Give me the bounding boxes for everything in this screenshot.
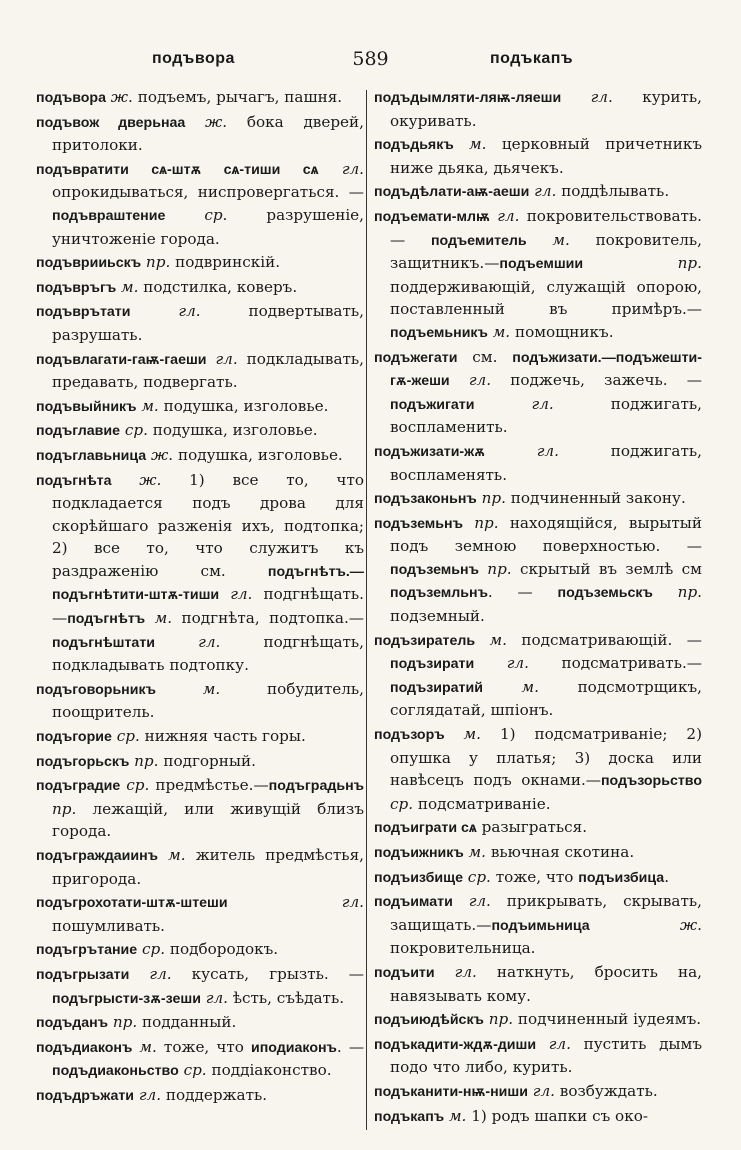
grammar-label: пр. [483,1010,518,1029]
dictionary-entry [374,841,702,865]
grammar-label: гл. [318,159,364,178]
dictionary-entry [374,205,702,345]
headword: подъиюдѣйскъ [374,1012,484,1029]
headword: подъгрохотати-штѫ-штеши [36,895,228,912]
headword: подъдьякъ [374,137,454,154]
definition-text: подгорный. [163,751,256,770]
dictionary-entry [36,276,364,300]
grammar-label: пр. [478,559,521,578]
grammar-label: ср. [111,727,145,746]
headword: подъвлагати-гаѭ-гаеши [36,351,207,368]
definition-text: церковный причетникъ ниже дьяка, дьячекъ. [390,135,702,177]
definition-text: покровительствовать. — [390,206,702,249]
headword: подъжегати [374,349,458,366]
grammar-label: пр. [476,489,511,508]
dictionary-entry [36,891,364,937]
grammar-label: ж. [589,915,702,934]
headword: подъврътати [36,304,131,321]
page-number: 589 [352,48,389,70]
definition-text: подданный. [142,1013,237,1032]
definition-text: 1) подсматриваніе; 2) опушка у платья; 3) доска или навѣсецъ подъ окнами.— [390,725,702,790]
definition-text: подушка, изголовье. [163,396,329,415]
headword: подъземьнъ [374,515,463,532]
definition-text: см. [457,347,513,366]
definition-text: скрытый въ землѣ см [520,559,702,578]
headword: подъдымляти-ляѭ-ляеши [374,90,562,106]
definition-text: подкладывать, предавать, подвергать. [52,349,364,392]
definition-text: подстилка, коверъ. [143,277,298,296]
definition-text: . [664,867,670,886]
dictionary-entry [374,487,702,511]
headword: подъврииьскъ [36,255,142,272]
dictionary-entry [36,938,364,962]
definition-text: житель предмѣстья, пригорода. [52,846,364,888]
definition-text: побудитель, поощритель. [52,679,364,722]
headword: подъгрысти-зѫ-зеши [52,990,201,1007]
headword: подъземьскъ [557,585,653,602]
headword: подъкапъ [374,1108,445,1125]
dictionary-entry [374,180,702,204]
dictionary-entry [374,512,702,628]
headword: подъити [374,964,435,981]
dictionary-entry [374,346,702,439]
definition-text: подземный. [390,607,485,626]
grammar-label: ср. [390,794,418,813]
dictionary-entry [374,961,702,1007]
definition-text: покровительница. [390,939,536,958]
grammar-label: м. [487,322,515,341]
definition-text: подъемъ, рычагъ, пашня. [137,88,343,106]
grammar-label: гл. [474,654,562,673]
definition-text: подсмотрщикъ, соглядатай, шпіонъ. [390,677,702,720]
headword: подъгорьскъ [36,753,130,770]
column-divider [366,90,367,1130]
headword: подъемитель [430,232,527,249]
definition-text: подушка, изголовье. [177,445,343,464]
definition-text: подушка, изголовье. [152,421,318,440]
dictionary-entry [36,1011,364,1035]
definition-text: возбуждать. [559,1081,658,1100]
definition-text: курить, окуривать. [390,88,702,130]
definition-text: поддіаконство. [211,1061,332,1080]
dictionary-entry [36,725,364,749]
definition-text: подгнѣщать.— [52,585,364,628]
headword: подъземьнъ [390,561,479,578]
definition-text: наткнуть, бросить на, навязывать кому. [390,962,702,1005]
headword: подъвратити сѧ-штѫ сѧ-тиши сѧ [36,161,319,178]
headword: подъглавьница [36,447,147,464]
headword: подъиграти сѧ [374,820,477,837]
dictionary-entry [374,86,702,132]
headword: подъемати-млѭ [374,208,490,225]
grammar-label: м. [453,135,502,154]
grammar-label: пр. [108,1013,143,1032]
definition-text: поджечь, зажечь. — [510,371,702,390]
headword: подъдръжати [36,1087,135,1104]
headword: подъземльнъ [390,585,488,602]
grammar-label: м. [158,846,196,864]
headword: подъжизати-жѫ [374,443,485,460]
headword: подъзорьство [600,773,702,790]
left-column [36,86,364,1136]
headword: подъвыйникъ [36,398,137,415]
dictionary-entry [374,1008,702,1032]
page-header [0,44,741,78]
dictionary-entry [36,111,364,157]
grammar-label: гл. [155,632,264,651]
dictionary-entry [374,1080,702,1104]
dictionary-entry [36,158,364,250]
definition-text: лежащій, или живущій близъ города. [52,799,364,841]
headword: подъжигати [390,396,475,413]
headword: подъканити-нѭ-ниши [374,1083,528,1100]
headword: подъвраштение [52,207,166,224]
grammar-label: пр. [462,513,510,532]
definition-text: 1) родъ шапки съ око- [471,1106,648,1125]
dictionary-entry [374,1033,702,1079]
headword: подъвора [36,90,106,106]
dictionary-entry [374,629,702,722]
grammar-label: ж. [185,112,247,131]
definition-text: ѣсть, съѣдать. [232,988,345,1007]
grammar-label: гл. [206,349,247,368]
definition-text: . — [487,583,558,602]
grammar-label: м. [145,609,182,628]
grammar-label: м. [116,277,144,296]
dictionary-entry [36,86,364,110]
dictionary-entry [36,348,364,394]
definition-text: поддѣлывать. [561,182,670,201]
headword: подъградие [36,778,121,795]
grammar-label: гл. [129,964,192,983]
headword: подъгрызати [36,966,130,983]
headword: подъдѣлати-аѭ-аеши [374,184,530,201]
definition-text: подгнѣщать, подкладывать подтопку. [52,632,364,675]
grammar-label: м. [475,630,522,649]
headword: подъграждаиинъ [36,848,158,864]
dictionary-entry [36,678,364,724]
definition-text: подчиненный закону. [510,489,686,508]
definition-text: опрокидываться, ниспровергаться. — [52,183,364,202]
grammar-label: ср. [120,421,153,440]
headword: подъизбица [578,869,665,886]
headword: подъзаконьнъ [374,491,477,508]
dictionary-entry [36,444,364,468]
grammar-label: пр. [652,583,702,602]
dictionary-entry [374,816,702,840]
grammar-label: гл. [434,962,497,981]
definition-text: подгнѣта, подтопка.— [181,609,364,628]
grammar-label: гл. [527,1081,560,1100]
headword: подъгнѣтъ [67,611,146,628]
grammar-label: м. [132,1037,164,1056]
grammar-label: гл. [452,892,507,911]
grammar-label: м. [526,230,596,249]
headword: подъкадити-ждѫ-диши [374,1036,537,1053]
headword: подъвож дверьнаа [36,114,186,131]
grammar-label: гл. [227,893,364,912]
headword: подъемьникъ [390,324,488,341]
headword: подъгнѣта [36,472,112,489]
grammar-label: м. [444,725,500,744]
grammar-label: пр. [52,799,93,818]
definition-text: бока дверей, притолоки. [52,112,364,155]
definition-text: нижняя часть горы. [144,727,306,746]
dictionary-entry [36,963,364,1010]
definition-text: находящійся, вырытый подъ земною поверхностью. — [390,513,702,556]
grammar-label: ср. [120,776,156,795]
definition-text: покровитель, защитникъ.— [390,230,702,273]
grammar-label: гл. [474,394,611,413]
headword: иподиаконъ [251,1039,337,1056]
headword: подъградьнъ [268,778,364,795]
headword: подъзиратель [374,632,476,649]
guide-word-left: подъвора [152,50,235,67]
grammar-label: гл. [219,585,264,604]
definition-text: разыграться. [476,818,588,837]
grammar-label: пр. [141,253,176,272]
headword: подъглавие [36,423,121,440]
grammar-label: ж. [111,470,190,489]
dictionary-entry [36,395,364,419]
definition-text: подчиненный іудеямъ. [517,1010,702,1029]
definition-text: пошумливать. [52,916,166,935]
grammar-label: гл. [200,988,233,1007]
definition-text: разрушеніе, уничтоженіе города. [52,205,364,248]
definition-text: прикрывать, скрывать, защищать.— [390,892,702,934]
definition-text: тоже, что [495,867,579,886]
definition-text: поддержать. [165,1085,268,1104]
dictionary-entry [36,251,364,275]
headword: подъзирати [390,656,475,673]
dictionary-entry [36,300,364,346]
definition-text: подвринскій. [175,253,281,272]
headword: подъижникъ [374,845,464,861]
dictionary-entry [374,890,702,960]
headword: подъвръгъ [36,279,117,296]
dictionary-entry [374,1105,702,1129]
grammar-label: ср. [137,940,170,959]
grammar-label: ж. [146,445,178,464]
headword: подъимати [374,894,453,911]
grammar-label: ср. [462,867,496,886]
definition-text: подсматривающій. — [521,630,702,649]
definition-text: помощникъ. [514,322,614,341]
dictionary-entry [36,1084,364,1108]
definition-text: вьючная скотина. [490,843,635,861]
grammar-label: гл. [449,371,511,390]
headword: подъданъ [36,1015,109,1032]
headword: подъгорие [36,729,112,746]
dictionary-entry [36,844,364,890]
dictionary-entry [36,469,364,677]
grammar-label: м. [463,843,491,861]
grammar-label: м. [482,677,578,696]
definition-text: подсматриваніе. [417,794,551,813]
headword: подъемшии [499,256,584,273]
grammar-label: гл. [484,441,611,460]
dictionary-entry [36,774,364,843]
grammar-label: гл. [130,302,249,321]
dictionary-entry [374,133,702,179]
headword: подъгнѣтъ.—подъгнѣтити-штѫ-тиши [52,563,364,604]
grammar-label: гл. [529,182,562,201]
headword: подъдиаконъ [36,1039,133,1056]
headword: подъгрътание [36,942,138,959]
grammar-label: м. [136,396,164,415]
definition-text: подбородокъ. [169,940,279,959]
right-column [374,86,702,1136]
grammar-label: ж. [105,88,138,106]
guide-word-right: подъкапъ [490,50,574,67]
headword: подъжизати.—подъжешти-гѫ-жеши [390,349,702,390]
headword: подъдиаконьство [52,1063,179,1080]
headword: подъимьница [491,917,590,934]
grammar-label: м. [155,679,268,698]
dictionary-entry [36,750,364,774]
dictionary-entry [36,419,364,443]
grammar-label: гл. [489,206,527,225]
definition-text: подвертывать, разрушать. [52,302,364,344]
headword: подъгнѣштати [52,634,155,651]
grammar-label: гл. [536,1034,584,1053]
headword: подъговорьникъ [36,681,156,698]
definition-text: поджигать, воспламенять. [390,441,702,484]
headword: подъизбище [374,869,463,886]
grammar-label: гл. [134,1085,166,1104]
headword: подъзиратий [390,679,483,696]
grammar-label: гл. [561,88,643,106]
definition-text: пустить дымъ подо что либо, курить. [390,1034,702,1077]
definition-text: . — [336,1037,364,1056]
definition-text: поджигать, воспламенить. [390,394,702,437]
headword: подъзоръ [374,727,445,744]
grammar-label: ср. [178,1061,212,1080]
definition-text: поддерживающій, служащій опорою, поставленный въ примѣръ.— [390,277,702,319]
dictionary-entry [36,1036,364,1083]
dictionary-entry [374,866,702,890]
dictionary-entry [374,440,702,486]
grammar-label: м. [444,1106,472,1125]
definition-text: подсматривать.— [561,654,702,673]
definition-text: 1) все то, что подкладается подъ дрова для скорѣйшаго разженія ихъ, подтопка; 2) все то, что служитъ къ раздраженію см. [52,470,364,580]
definition-text: предмѣстье.— [155,776,269,795]
dictionary-entry [374,723,702,815]
definition-text: тоже, что [163,1037,252,1056]
definition-text: кусать, грызть. — [191,964,364,983]
grammar-label: ср. [165,205,267,224]
grammar-label: пр. [583,254,702,273]
grammar-label: пр. [129,751,164,770]
